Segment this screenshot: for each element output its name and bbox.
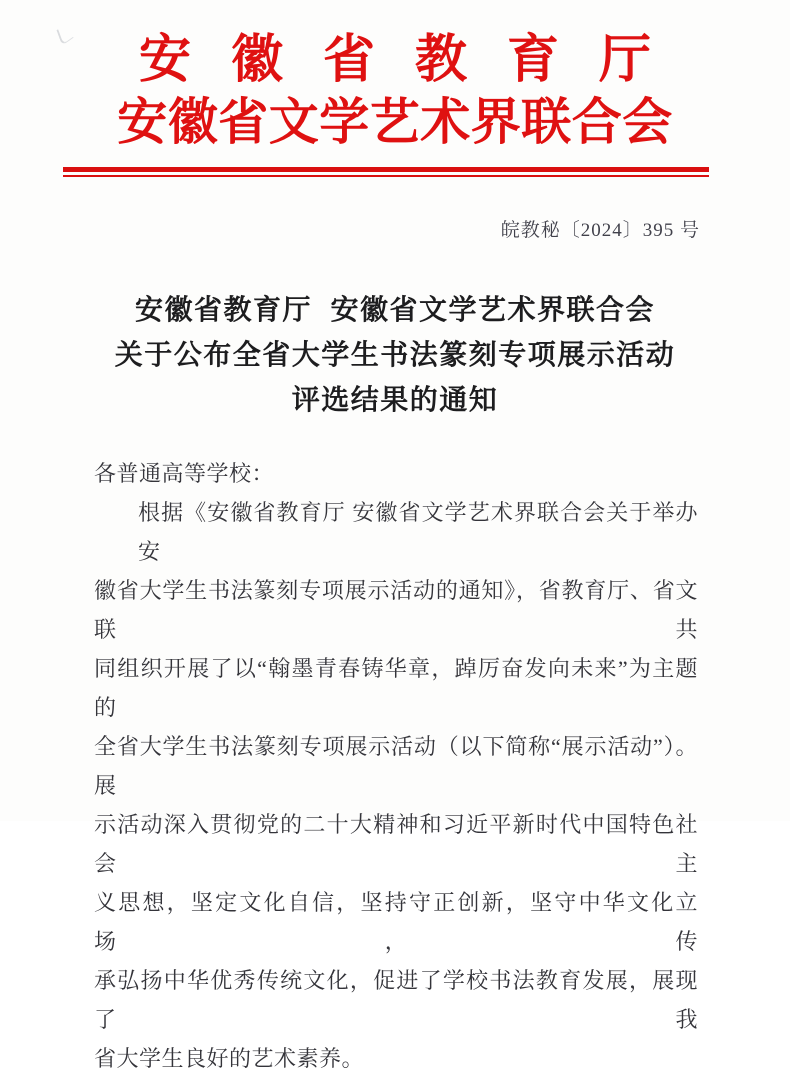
body-line-1: 根据《安徽省教育厅 安徽省文学艺术界联合会关于举办安 <box>138 500 698 564</box>
document-title <box>0 288 790 423</box>
red-rule-thin-line <box>63 175 709 177</box>
letterhead-org-1-text: 安徽省教育厅 <box>138 32 691 89</box>
document-number: 皖教秘〔2024〕395 号 <box>500 220 700 241</box>
body-line-2: 徽省大学生书法篆刻专项展示活动的通知》，省教育厅、省文联共 <box>94 578 698 642</box>
title-line-1: 安徽省教育厅 安徽省文学艺术界联合会 <box>134 295 655 326</box>
title-line-2: 关于公布全省大学生书法篆刻专项展示活动 <box>114 340 676 371</box>
body-line-8: 省大学生良好的艺术素养。 <box>94 1046 365 1071</box>
letterhead-org-federation <box>0 92 790 152</box>
salutation: 各普通高等学校： <box>94 461 275 486</box>
body-line-5: 示活动深入贯彻党的二十大精神和习近平新时代中国特色社会主 <box>94 812 698 876</box>
double-red-rule <box>63 167 709 177</box>
body-line-3: 同组织开展了以“翰墨青春铸华章，踔厉奋发向未来”为主题的 <box>94 656 698 720</box>
body-line-6: 义思想，坚定文化自信，坚持守正创新，坚守中华文化立场，传 <box>94 890 698 954</box>
title-line-3: 评选结果的通知 <box>291 385 499 416</box>
body-line-4: 全省大学生书法篆刻专项展示活动（以下简称“展示活动”）。展 <box>94 734 699 798</box>
body-line-7: 承弘扬中华优秀传统文化，促进了学校书法教育发展，展现了我 <box>94 968 698 1032</box>
document-body <box>94 454 698 1078</box>
letterhead <box>0 0 790 152</box>
body-paragraph <box>94 493 698 1078</box>
letterhead-org-education-dept <box>0 30 790 92</box>
letterhead-org-2-text: 安徽省文学艺术界联合会 <box>117 94 673 150</box>
